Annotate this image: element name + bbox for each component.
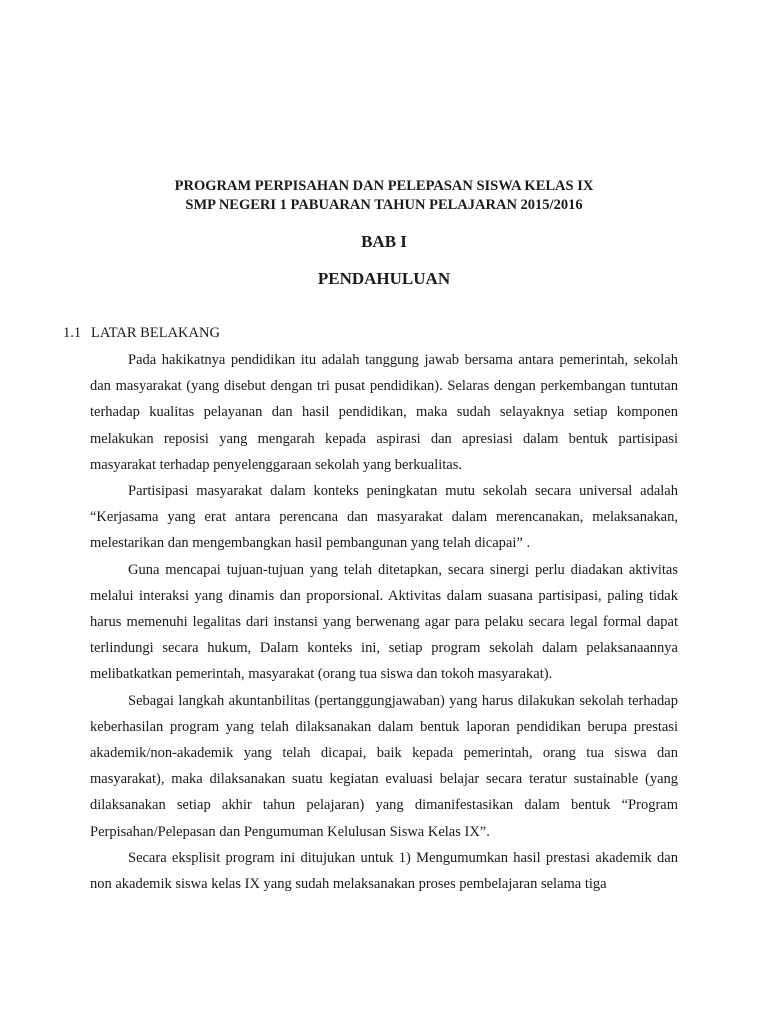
paragraph: Partisipasi masyarakat dalam konteks peningkatan mutu sekolah secara universal adalah “Kerjasama yang erat antara perencana dan masyarakat dalam merencanakan, melaksanakan, melestarikan dan mengembangkan hasil pembangunan yang telah dicapai” . (90, 483, 678, 552)
chapter-number: BAB I (361, 232, 407, 251)
chapter-title: PENDAHULUAN (317, 269, 451, 288)
paragraph: Pada hakikatnya pendidikan itu adalah tanggung jawab bersama antara pemerintah, sekolah dan masyarakat (yang disebut dengan tri pusat pendidikan). Selaras dengan perkembangan tuntutan terhadap kualitas pelayanan dan hasil pendidikan, maka sudah selayaknya setiap komponen melakukan reposisi yang mengarah kepada aspirasi dan apresiasi dalam bentuk partisipasi masyarakat terhadap penyelenggaraan sekolah yang berkualitas. (90, 352, 678, 473)
title-line-1: PROGRAM PERPISAHAN DAN PELEPASAN SISWA KELAS IX (174, 178, 594, 194)
title-line-2: SMP NEGERI 1 PABUARAN TAHUN PELAJARAN 2015/2016 (185, 197, 583, 213)
document-title (0, 177, 768, 215)
section-title: LATAR BELAKANG (91, 325, 220, 341)
section-heading (63, 325, 220, 342)
paragraph: Secara eksplisit program ini ditujukan untuk 1) Mengumumkan hasil prestasi akademik dan non akademik siswa kelas IX yang sudah melaksanakan proses pembelajaran selama tiga (90, 849, 678, 893)
section-number: 1.1 (63, 325, 82, 341)
paragraph: Sebagai langkah akuntanbilitas (pertanggungjawaban) yang harus dilakukan sekolah terhadap keberhasilan program yang telah dilaksanakan dalam bentuk laporan pendidikan berupa prestasi akademik/non-akademik yang telah dicapai, baik kepada pemerintah, orang tua siswa dan masyarakat), maka dilaksanakan suatu kegiatan evaluasi belajar secara teratur sustainable (yang dilaksanakan setiap akhir tahun pelajaran) yang dimanifestasikan dalam bentuk “Program Perpisahan/Pelepasan dan Pengumuman Kelulusan Siswa Kelas IX”. (90, 692, 678, 840)
body-text (90, 347, 678, 897)
paragraph: Guna mencapai tujuan-tujuan yang telah ditetapkan, secara sinergi perlu diadakan aktivitas melalui interaksi yang dinamis dan proporsional. Aktivitas dalam suasana partisipasi, paling tidak harus memenuhi legalitas dari instansi yang berwenang agar para pelaku secara legal formal dapat terlindungi secara hukum, Dalam konteks ini, setiap program sekolah dalam pelaksanaannya melibatkatkan pemerintah, masyarakat (orang tua siswa dan tokoh masyarakat). (90, 561, 678, 683)
